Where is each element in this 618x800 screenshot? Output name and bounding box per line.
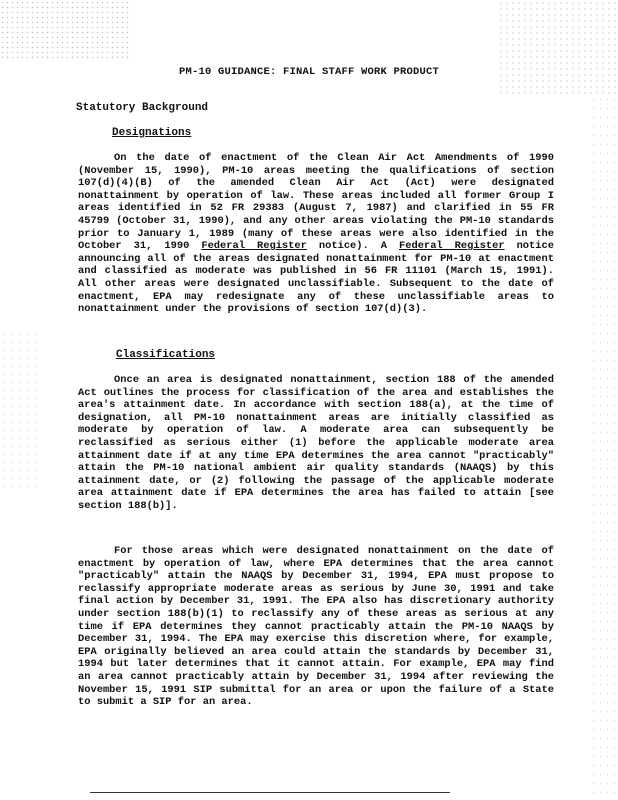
section-heading: Statutory Background — [76, 102, 209, 114]
paragraph-designations — [78, 152, 554, 316]
scan-noise-top-right — [498, 0, 618, 95]
federal-register-reference: Federal Register — [201, 240, 307, 253]
scan-noise-left-edge — [0, 330, 40, 490]
bottom-rule — [90, 792, 450, 793]
paragraph-classifications-2: For those areas which were designated nonattainment on the date of enactment by operation of law, where EPA determines that the area cannot "practicably" attain the NAAQS by December 31, 1994, EPA must propose to reclassify appropriate moderate areas as serious by June 30, 1991 and take final action by December 31, 1991. The EPA also has discretionary authority under section 188(b)(1) to reclassify any of these areas as serious at any time if EPA determines they cannot practicably attain the PM-10 NAAQS by December 31, 1994. The EPA may exercise this discretion where, for example, EPA originally believed an area could attain the standards by December 31, 1994 but later determines that it cannot attain. For example, EPA may find an area cannot practicably attain by December 31, 1994 after reviewing the November 15, 1991 SIP submittal for an area or upon the failure of a State to submit a SIP for an area. — [78, 545, 554, 709]
subheading-classifications: Classifications — [116, 349, 216, 361]
subheading-designations: Designations — [112, 127, 192, 139]
scan-noise-top-left — [0, 0, 130, 60]
paragraph-text: notice). A — [306, 240, 400, 253]
scan-noise-right-edge — [590, 95, 618, 795]
paragraph-text: notice announcing all of the areas designated nonattainment for PM-10 at enactment and classified as moderate was published in 56 FR 11101 (March 15, 1991). All other areas were designated unclassifiable. Subsequent to the date of enactment, EPA may redesignate any of these unclassifiable areas to nonattainment under the provisions of section 107(d)(3). — [78, 240, 554, 316]
federal-register-reference: Federal Register — [399, 240, 505, 253]
paragraph-text: On the date of enactment of the Clean Air Act Amendments of 1990 (November 15, 1990), PM-10 areas meeting the qualifications of section 107(d)(4)(B) of the amended Clean Air Act (Act) were designated nonattainment by operation of law. These areas included all former Group I areas identified in 52 FR 29383 (August 7, 1987) and clarified in 55 FR 45799 (October 31, 1990), and any other areas violating the PM-10 standards prior to January 1, 1989 (many of these areas were also identified in the October 31, 1990 — [78, 152, 554, 253]
paragraph-classifications-1: Once an area is designated nonattainment, section 188 of the amended Act outlines the process for classification of the area and establishes the area's attainment date. In accordance with section 188(a), at the time of designation, all PM-10 nonattainment areas are initially classified as moderate by operation of law. A moderate area can subsequently be reclassified as serious either (1) before the applicable moderate area attainment date if at any time EPA determines the area cannot "practicably" attain the PM-10 national ambient air quality standards (NAAQS) by this attainment date, or (2) following the passage of the applicable moderate area attainment date if EPA determines the area has failed to attain [see section 188(b)]. — [78, 374, 554, 512]
document-title: PM-10 GUIDANCE: FINAL STAFF WORK PRODUCT — [178, 66, 440, 78]
